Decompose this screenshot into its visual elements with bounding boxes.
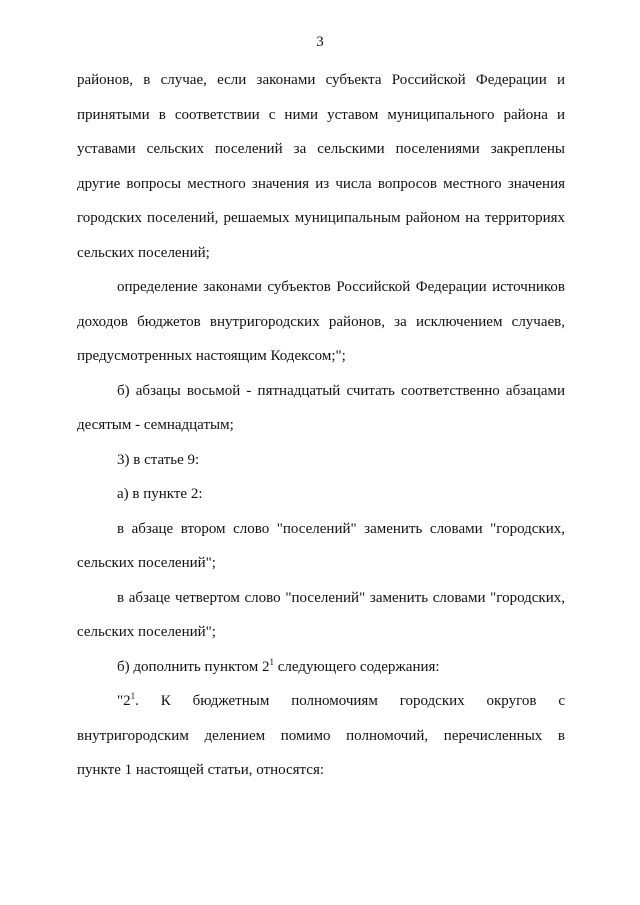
text-line: уставами сельских поселений за сельскими поселениями закреплены [77, 141, 565, 157]
text-line: городских поселений, решаемых муниципальным районом на территориях [77, 210, 565, 226]
text-line: 3) в статье 9: [117, 451, 200, 468]
text-line: десятым - семнадцатым; [77, 417, 234, 433]
text-line: сельских поселений"; [77, 624, 216, 640]
text-line: пункте 1 настоящей статьи, относятся: [77, 762, 325, 778]
text-line: районов, в случае, если законами субъекта Российской Федерации и [77, 72, 565, 88]
text-line: принятыми в соответствии с ними уставом муниципального района и [77, 106, 565, 123]
text-line: сельских поселений; [77, 244, 210, 261]
text-line: а) в пункте 2: [117, 486, 203, 502]
text-span: "2 [117, 693, 131, 709]
text-line: доходов бюджетов внутригородских районов, за исключением случаев, [77, 313, 565, 330]
text-line [77, 684, 565, 719]
text-line: в абзаце втором слово "поселений" заменить словами "городских, [117, 520, 565, 537]
document-body [77, 63, 565, 788]
text-line: б) абзацы восьмой - пятнадцатый считать соответственно абзацами [117, 382, 565, 399]
text-line: другие вопросы местного значения из числа вопросов местного значения [77, 175, 565, 192]
text-line [77, 650, 565, 685]
text-line: в абзаце четвертом слово "поселений" заменить словами "городских, [117, 589, 565, 606]
superscript: 1 [269, 656, 274, 667]
text-span: следующего содержания: [273, 658, 440, 675]
text-span: . К бюджетным полномочиям городских округов с [135, 693, 565, 709]
text-line: предусмотренных настоящим Кодексом;"; [77, 348, 346, 364]
text-span: б) дополнить пунктом 2 [117, 658, 270, 675]
superscript: 1 [130, 691, 136, 701]
page-number: 3 [316, 34, 324, 50]
text-line: внутригородским делением помимо полномочий, перечисленных в [77, 727, 565, 744]
text-line: сельских поселений"; [77, 555, 216, 571]
text-line: определение законами субъектов Российской Федерации источников [117, 279, 565, 295]
